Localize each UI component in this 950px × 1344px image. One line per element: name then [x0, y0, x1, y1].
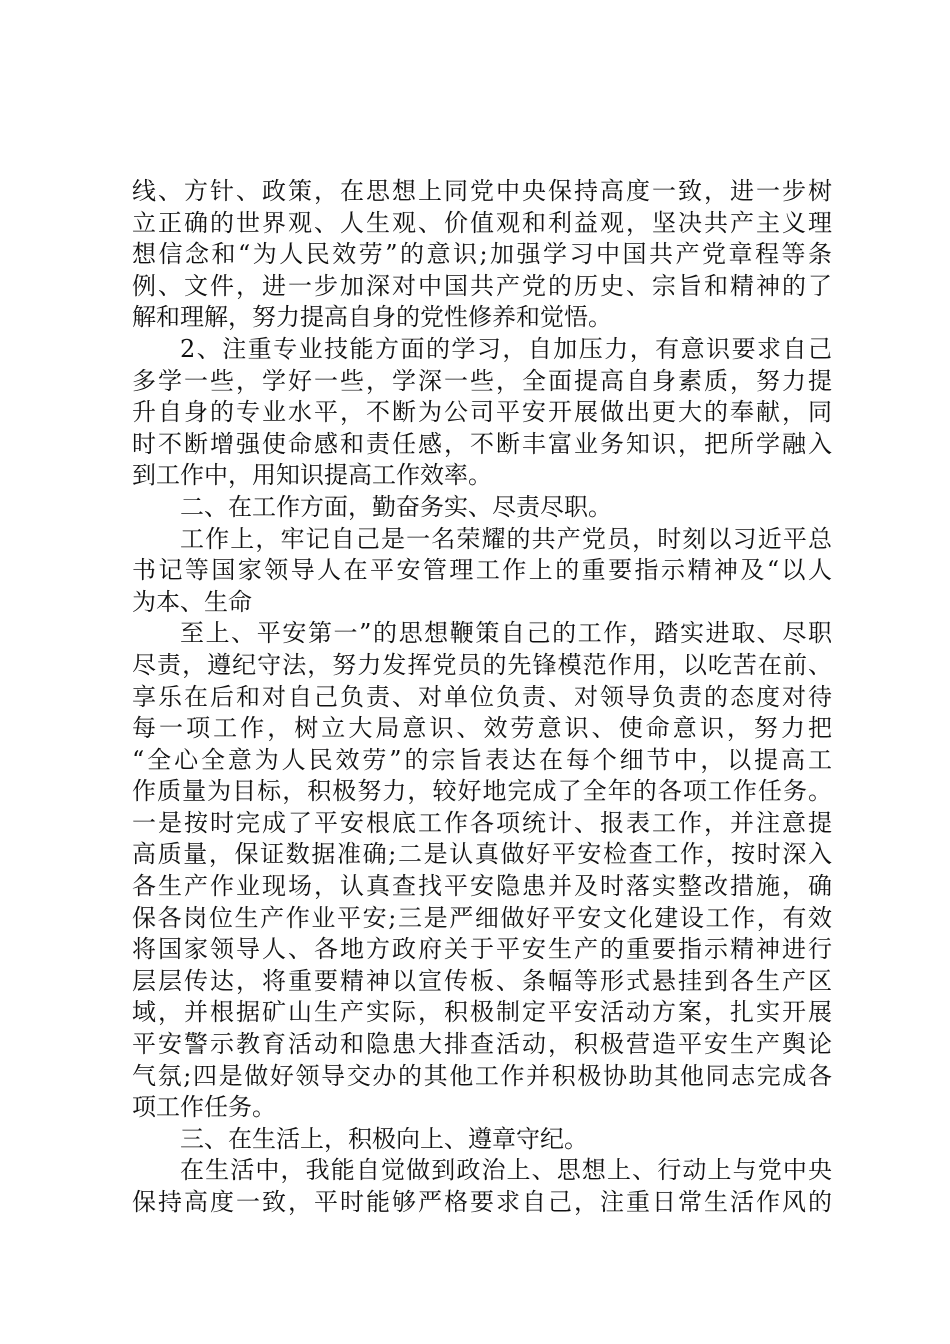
text-line: 高质量，保证数据准确;二是认真做好平安检查工作，按时深入 [132, 840, 832, 869]
section-heading: 三、在生活上，积极向上、遵章守纪。 [180, 1124, 588, 1153]
text-line: 到工作中，用知识提高工作效率。 [132, 461, 492, 490]
text-line: 解和理解，努力提高自身的党性修养和觉悟。 [132, 303, 612, 332]
document-body [132, 176, 832, 1219]
text-line: 2、注重专业技能方面的学习，自加压力，有意识要求自己 [180, 334, 832, 363]
text-line: 在生活中，我能自觉做到政治上、思想上、行动上与党中央 [180, 1156, 832, 1185]
text-line: 保各岗位生产作业平安;三是严细做好平安文化建设工作，有效 [132, 903, 832, 932]
text-line: 域，并根据矿山生产实际，积极制定平安活动方案，扎实开展 [132, 998, 832, 1027]
text-line: 将国家领导人、各地方政府关于平安生产的重要指示精神进行 [132, 935, 832, 964]
text-line: 气氛;四是做好领导交办的其他工作并积极协助其他同志完成各 [132, 1061, 832, 1090]
text-line: 平安警示教育活动和隐患大排查活动，积极营造平安生产舆论 [132, 1030, 832, 1059]
text-line: 书记等国家领导人在平安管理工作上的重要指示精神及“以人 [132, 556, 832, 585]
text-line: 想信念和“为人民效劳”的意识;加强学习中国共产党章程等条 [132, 240, 832, 269]
section-heading: 二、在工作方面，勤奋务实、尽责尽职。 [180, 492, 612, 521]
text-line: 线、方针、政策，在思想上同党中央保持高度一致，进一步树 [132, 177, 832, 205]
text-line: 各生产作业现场，认真查找平安隐患并及时落实整改措施，确 [132, 872, 832, 901]
text-line: 多学一些，学好一些，学深一些，全面提高自身素质，努力提 [132, 366, 832, 395]
text-line: 例、文件，进一步加深对中国共产党的历史、宗旨和精神的了 [132, 271, 832, 300]
text-line: 每一项工作，树立大局意识、效劳意识、使命意识，努力把 [132, 714, 832, 743]
text-line: 项工作任务。 [132, 1093, 276, 1122]
text-line: 层层传达，将重要精神以宣传板、条幅等形式悬挂到各生产区 [132, 966, 832, 995]
text-line: 时不断增强使命感和责任感，不断丰富业务知识，把所学融入 [132, 429, 832, 458]
text-line: 立正确的世界观、人生观、价值观和利益观，坚决共产主义理 [132, 208, 832, 237]
text-line: 作质量为目标，积极努力，较好地完成了全年的各项工作任务。 [132, 777, 832, 806]
text-line: 至上、平安第一”的思想鞭策自己的工作，踏实进取、尽职 [180, 619, 832, 648]
text-line: 升自身的专业水平，不断为公司平安开展做出更大的奉献，同 [132, 398, 832, 427]
text-line: 一是按时完成了平安根底工作各项统计、报表工作，并注意提 [132, 808, 832, 837]
text-line: 尽责，遵纪守法，努力发挥党员的先锋模范作用，以吃苦在前、 [132, 650, 832, 679]
text-line: 为本、生命 [132, 587, 252, 616]
text-line: “全心全意为人民效劳”的宗旨表达在每个细节中，以提高工 [132, 745, 832, 774]
text-line: 工作上，牢记自己是一名荣耀的共产党员，时刻以习近平总 [180, 524, 832, 553]
text-line: 享乐在后和对自己负责、对单位负责、对领导负责的态度对待 [132, 682, 832, 711]
text-line: 保持高度一致，平时能够严格要求自己，注重日常生活作风的 [132, 1188, 832, 1216]
